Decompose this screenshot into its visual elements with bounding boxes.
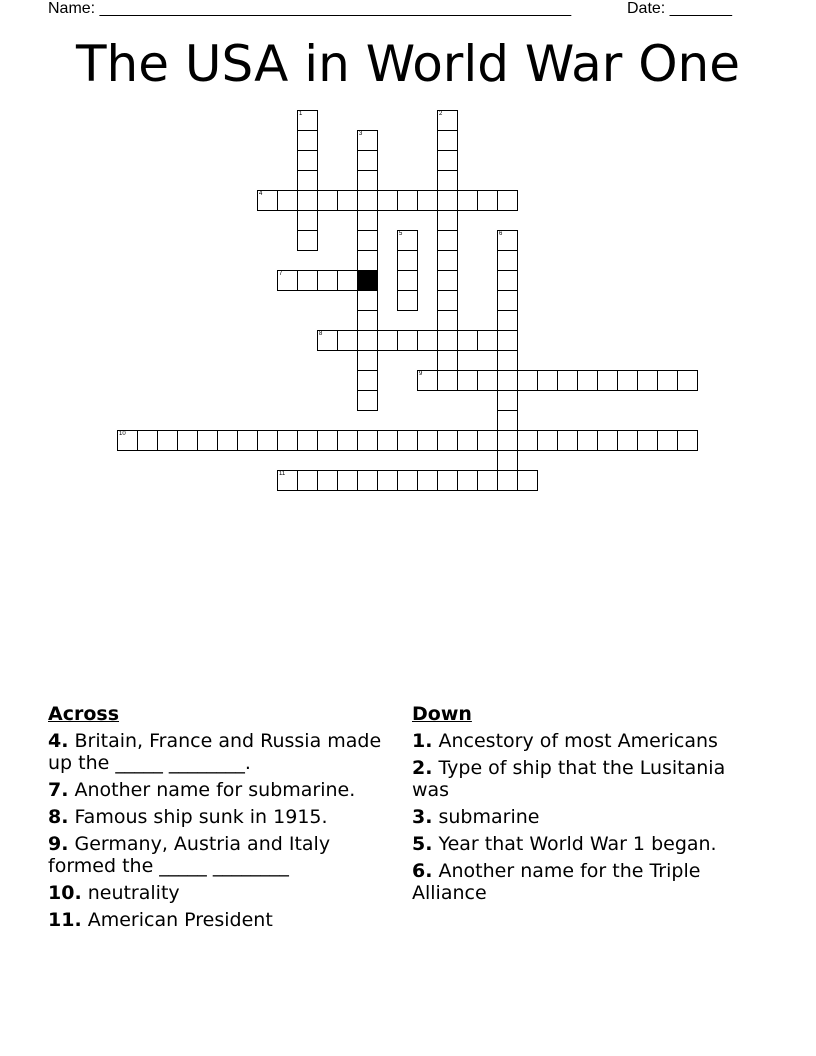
clue-number: 9. <box>48 833 69 855</box>
clue-number: 6. <box>412 860 433 882</box>
grid-cell[interactable] <box>437 470 458 491</box>
across-heading: Across <box>48 703 120 725</box>
grid-cell[interactable] <box>137 430 158 451</box>
grid-cell[interactable] <box>277 270 298 291</box>
grid-cell[interactable] <box>297 130 318 151</box>
grid-cell[interactable] <box>317 430 338 451</box>
grid-cell[interactable] <box>317 270 338 291</box>
grid-cell[interactable] <box>377 330 398 351</box>
grid-cell[interactable] <box>397 330 418 351</box>
grid-cell[interactable] <box>357 210 378 231</box>
down-clues <box>412 702 762 909</box>
clue-text: Type of ship that the Lusitania was <box>412 757 726 801</box>
clue-number: 8 <box>319 331 323 337</box>
down-clue <box>412 757 762 801</box>
grid-cell[interactable] <box>297 150 318 171</box>
clue-number: 11 <box>279 471 286 477</box>
grid-cell[interactable] <box>457 190 478 211</box>
grid-cell[interactable] <box>397 470 418 491</box>
clue-number: 11. <box>48 909 82 931</box>
clue-number: 3. <box>412 806 433 828</box>
grid-cell[interactable] <box>317 190 338 211</box>
grid-cell[interactable] <box>337 470 358 491</box>
grid-cell[interactable] <box>617 430 638 451</box>
grid-cell[interactable] <box>437 170 458 191</box>
grid-cell[interactable] <box>297 270 318 291</box>
grid-cell[interactable] <box>477 190 498 211</box>
grid-cell[interactable] <box>377 190 398 211</box>
grid-cell[interactable] <box>277 430 298 451</box>
clue-number: 10 <box>119 431 126 437</box>
grid-cell[interactable] <box>397 230 418 251</box>
grid-cell[interactable] <box>357 290 378 311</box>
clue-number: 1. <box>412 730 433 752</box>
clue-text: Famous ship sunk in 1915. <box>68 806 328 828</box>
clue-text: Year that World War 1 began. <box>432 833 717 855</box>
grid-cell[interactable] <box>357 250 378 271</box>
clue-text: American President <box>81 909 273 931</box>
grid-cell[interactable] <box>217 430 238 451</box>
grid-cell[interactable] <box>497 250 518 271</box>
grid-cell[interactable] <box>397 190 418 211</box>
grid-cell[interactable] <box>517 470 538 491</box>
grid-cell[interactable] <box>237 430 258 451</box>
grid-cell[interactable] <box>497 450 518 471</box>
across-clue <box>48 833 398 877</box>
grid-cell[interactable] <box>457 370 478 391</box>
grid-cell[interactable] <box>317 470 338 491</box>
clue-number: 10. <box>48 882 82 904</box>
clue-number: 4. <box>48 730 69 752</box>
grid-cell[interactable] <box>637 430 658 451</box>
grid-cell[interactable] <box>657 430 678 451</box>
grid-cell[interactable] <box>437 150 458 171</box>
clue-text: Germany, Austria and Italy formed the _____ ________ <box>48 833 331 877</box>
grid-cell[interactable] <box>177 430 198 451</box>
clue-text: submarine <box>432 806 540 828</box>
grid-cell[interactable] <box>497 270 518 291</box>
grid-cell[interactable] <box>437 250 458 271</box>
name-field-label: Name: _____________________________________________________ <box>48 0 572 17</box>
grid-cell[interactable] <box>497 350 518 371</box>
clue-number: 3 <box>359 131 363 137</box>
date-field-label: Date: _______ <box>627 0 732 17</box>
down-clue <box>412 833 762 855</box>
grid-cell[interactable] <box>397 430 418 451</box>
clue-number: 9 <box>419 371 423 377</box>
grid-cell[interactable] <box>437 230 458 251</box>
clue-text: Britain, France and Russia made up the _____ ________. <box>48 730 382 774</box>
grid-cell[interactable] <box>497 430 518 451</box>
clue-number: 2 <box>439 111 443 117</box>
grid-cell[interactable] <box>257 190 278 211</box>
grid-cell[interactable] <box>477 370 498 391</box>
grid-cell[interactable] <box>477 470 498 491</box>
clue-number: 5. <box>412 833 433 855</box>
grid-cell[interactable] <box>597 370 618 391</box>
grid-cell[interactable] <box>337 330 358 351</box>
grid-cell[interactable] <box>597 430 618 451</box>
down-heading: Down <box>412 703 472 725</box>
clue-number: 2. <box>412 757 433 779</box>
grid-cell[interactable] <box>117 430 138 451</box>
grid-cell[interactable] <box>477 330 498 351</box>
grid-cell[interactable] <box>437 330 458 351</box>
grid-cell[interactable] <box>437 310 458 331</box>
grid-cell[interactable] <box>437 430 458 451</box>
grid-cell[interactable] <box>297 170 318 191</box>
down-clue <box>412 730 762 752</box>
grid-cell[interactable] <box>357 330 378 351</box>
grid-cell[interactable] <box>557 430 578 451</box>
grid-cell[interactable] <box>497 330 518 351</box>
clue-text: Another name for the Triple Alliance <box>412 860 701 904</box>
across-clue <box>48 806 398 828</box>
grid-cell[interactable] <box>357 190 378 211</box>
grid-cell[interactable] <box>357 470 378 491</box>
clue-number: 7. <box>48 779 69 801</box>
grid-cell[interactable] <box>377 470 398 491</box>
grid-cell[interactable] <box>497 470 518 491</box>
grid-cell[interactable] <box>437 190 458 211</box>
grid-cell[interactable] <box>457 330 478 351</box>
grid-cell[interactable] <box>357 370 378 391</box>
grid-cell[interactable] <box>497 230 518 251</box>
across-clues <box>48 702 398 936</box>
grid-cell[interactable] <box>437 350 458 371</box>
grid-cell[interactable] <box>297 430 318 451</box>
clue-number: 8. <box>48 806 69 828</box>
grid-cell[interactable] <box>437 130 458 151</box>
grid-cell[interactable] <box>517 430 538 451</box>
grid-cell[interactable] <box>197 430 218 451</box>
down-clue <box>412 806 762 828</box>
grid-cell[interactable] <box>417 370 438 391</box>
grid-cell[interactable] <box>537 370 558 391</box>
grid-cell[interactable] <box>337 190 358 211</box>
grid-cell[interactable] <box>277 190 298 211</box>
across-clue <box>48 730 398 774</box>
grid-cell[interactable] <box>377 430 398 451</box>
grid-cell[interactable] <box>297 110 318 131</box>
grid-cell[interactable] <box>657 370 678 391</box>
grid-cell[interactable] <box>257 430 278 451</box>
grid-cell[interactable] <box>577 430 598 451</box>
grid-cell[interactable] <box>437 370 458 391</box>
grid-cell[interactable] <box>497 190 518 211</box>
across-clue <box>48 909 398 931</box>
grid-cell[interactable] <box>417 330 438 351</box>
page-title: The USA in World War One <box>75 35 741 93</box>
grid-cell[interactable] <box>337 430 358 451</box>
grid-cell[interactable] <box>437 270 458 291</box>
grid-cell[interactable] <box>357 170 378 191</box>
grid-cell[interactable] <box>577 370 598 391</box>
across-clue <box>48 779 398 801</box>
grid-cell[interactable] <box>297 190 318 211</box>
grid-cell[interactable] <box>417 190 438 211</box>
crossword-grid <box>0 0 816 520</box>
grid-cell[interactable] <box>357 150 378 171</box>
clue-text: Another name for submarine. <box>68 779 356 801</box>
grid-cell[interactable] <box>637 370 658 391</box>
grid-cell[interactable] <box>317 330 338 351</box>
grid-cell[interactable] <box>357 230 378 251</box>
grid-cell[interactable] <box>417 430 438 451</box>
down-clue <box>412 860 762 904</box>
clue-number: 5 <box>399 231 403 237</box>
grid-cell[interactable] <box>677 430 698 451</box>
grid-cell[interactable] <box>497 390 518 411</box>
clue-number: 7 <box>279 271 283 277</box>
grid-cell[interactable] <box>357 350 378 371</box>
grid-cell[interactable] <box>397 290 418 311</box>
grid-cell[interactable] <box>557 370 578 391</box>
grid-cell[interactable] <box>357 130 378 151</box>
across-clue <box>48 882 398 904</box>
grid-cell[interactable] <box>337 270 358 291</box>
grid-cell[interactable] <box>397 270 418 291</box>
grid-cell[interactable] <box>497 290 518 311</box>
grid-cell[interactable] <box>297 210 318 231</box>
grid-cell[interactable] <box>497 410 518 431</box>
grid-cell[interactable] <box>537 430 558 451</box>
grid-cell[interactable] <box>457 430 478 451</box>
grid-cell[interactable] <box>457 470 478 491</box>
grid-cell[interactable] <box>277 470 298 491</box>
grid-cell[interactable] <box>417 470 438 491</box>
grid-cell[interactable] <box>397 250 418 271</box>
grid-cell[interactable] <box>437 290 458 311</box>
grid-cell[interactable] <box>357 310 378 331</box>
grid-cell[interactable] <box>357 430 378 451</box>
clue-number: 6 <box>499 231 503 237</box>
black-cell <box>357 270 378 291</box>
grid-cell[interactable] <box>297 230 318 251</box>
grid-cell[interactable] <box>617 370 638 391</box>
clue-number: 1 <box>299 111 303 117</box>
grid-cell[interactable] <box>437 110 458 131</box>
clue-text: neutrality <box>81 882 180 904</box>
grid-cell[interactable] <box>297 470 318 491</box>
grid-cell[interactable] <box>437 210 458 231</box>
grid-cell[interactable] <box>517 370 538 391</box>
grid-cell[interactable] <box>497 310 518 331</box>
grid-cell[interactable] <box>157 430 178 451</box>
clue-text: Ancestory of most Americans <box>432 730 718 752</box>
grid-cell[interactable] <box>497 370 518 391</box>
grid-cell[interactable] <box>477 430 498 451</box>
clue-number: 4 <box>259 191 263 197</box>
grid-cell[interactable] <box>357 390 378 411</box>
grid-cell[interactable] <box>677 370 698 391</box>
